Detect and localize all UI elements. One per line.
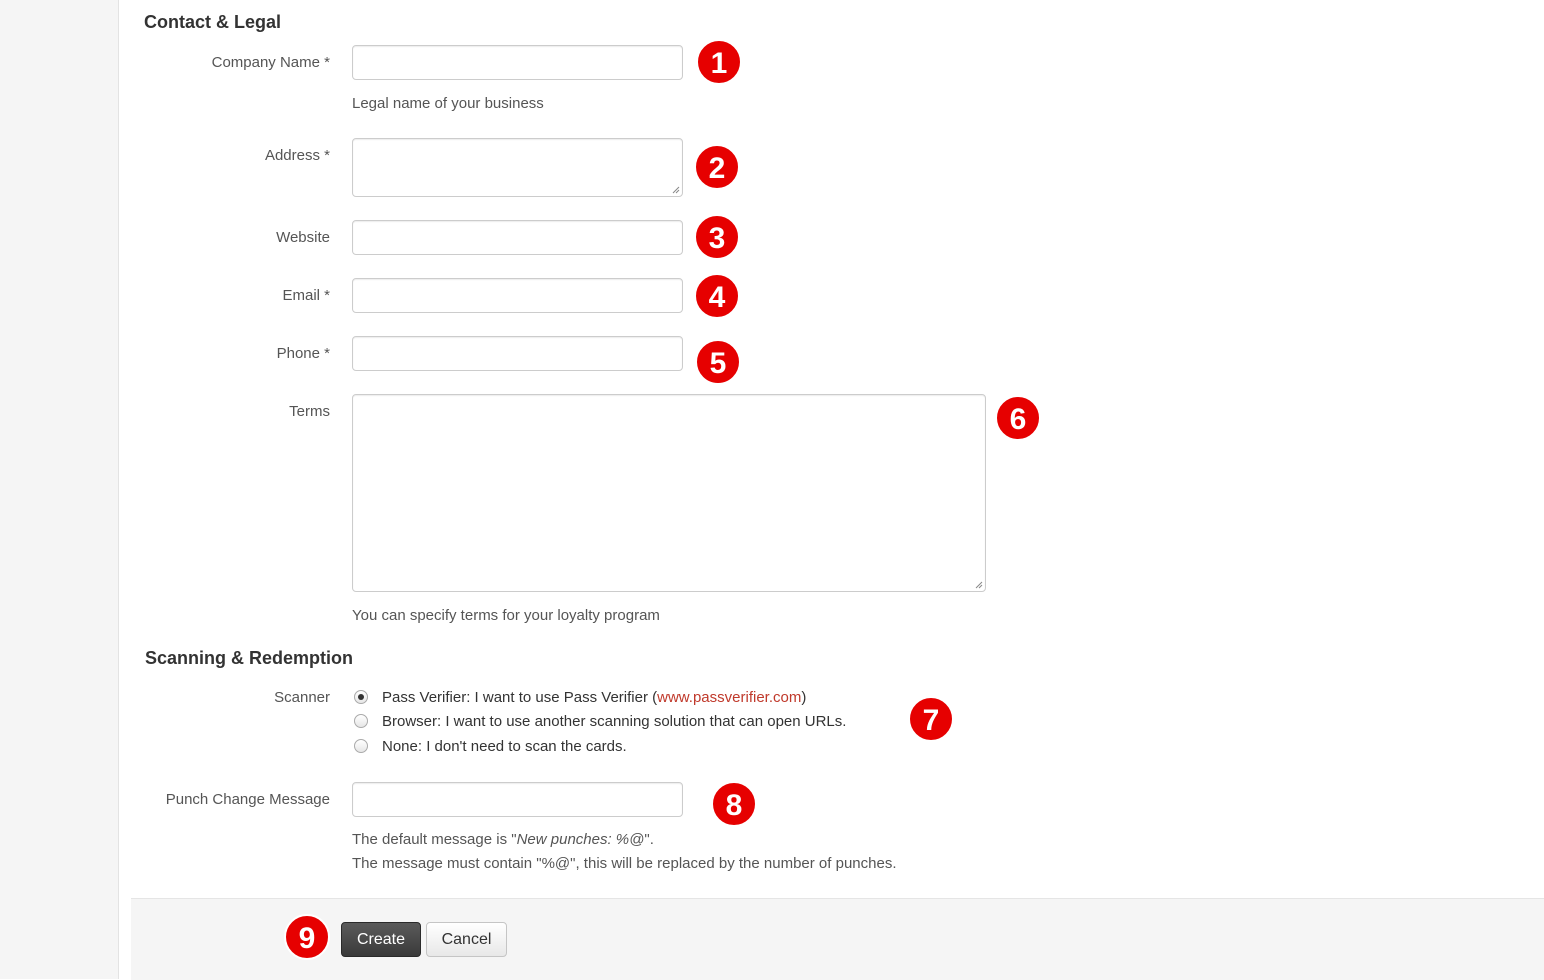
create-button[interactable]: Create (341, 922, 421, 957)
email-label: Email * (282, 287, 330, 304)
scanner-option-pass-verifier[interactable] (354, 686, 806, 708)
punch-change-help-requirement: The message must contain "%@", this will be replaced by the number of punches. (352, 855, 897, 872)
cancel-button[interactable]: Cancel (426, 922, 507, 957)
annotation-badge-1: 1 (696, 39, 742, 85)
email-input[interactable] (352, 278, 683, 313)
company-name-help: Legal name of your business (352, 95, 544, 112)
address-label: Address * (264, 147, 330, 164)
annotation-badge-2: 2 (694, 144, 740, 190)
punch-change-help-default: The default message is "New punches: %@". (352, 831, 654, 848)
annotation-badge-4: 4 (694, 273, 740, 319)
terms-textarea[interactable] (352, 394, 986, 592)
form-actions-bar (131, 898, 1544, 980)
section-heading-contact-legal: Contact & Legal (144, 12, 282, 32)
section-heading-scanning-redemption: Scanning & Redemption (145, 648, 354, 668)
annotation-badge-7: 7 (908, 696, 954, 742)
radio-button[interactable] (354, 714, 368, 728)
radio-button[interactable] (354, 739, 368, 753)
scanner-option-none-text: None: I don't need to scan the cards. (382, 737, 627, 755)
scanner-option-pass-verifier-text: Pass Verifier: I want to use Pass Verifier (www.passverifier.com) (382, 688, 807, 706)
left-sidebar-gutter (0, 0, 119, 979)
resize-grip-icon[interactable] (672, 186, 680, 194)
website-input[interactable] (352, 220, 683, 255)
annotation-badge-9: 9 (284, 914, 330, 960)
scanner-label: Scanner (274, 689, 330, 706)
scanner-option-browser-text: Browser: I want to use another scanning solution that can open URLs. (382, 712, 847, 730)
annotation-badge-6: 6 (995, 395, 1041, 441)
punch-change-message-input[interactable] (352, 782, 683, 817)
annotation-badge-8: 8 (711, 781, 757, 827)
company-name-input[interactable] (352, 45, 683, 80)
scanner-option-browser[interactable] (354, 710, 846, 732)
address-textarea[interactable] (352, 138, 683, 197)
scanner-option-none[interactable] (354, 735, 627, 757)
website-label: Website (276, 229, 330, 246)
passverifier-link[interactable]: www.passverifier.com (657, 688, 802, 706)
resize-grip-icon[interactable] (975, 581, 983, 589)
terms-help: You can specify terms for your loyalty program (352, 607, 660, 624)
terms-label: Terms (289, 403, 330, 420)
phone-input[interactable] (352, 336, 683, 371)
annotation-badge-5: 5 (695, 339, 741, 385)
phone-label: Phone * (276, 345, 330, 362)
punch-change-message-label: Punch Change Message (165, 791, 330, 808)
radio-button-checked[interactable] (354, 690, 368, 704)
annotation-badge-3: 3 (694, 214, 740, 260)
company-name-label: Company Name * (211, 54, 330, 71)
